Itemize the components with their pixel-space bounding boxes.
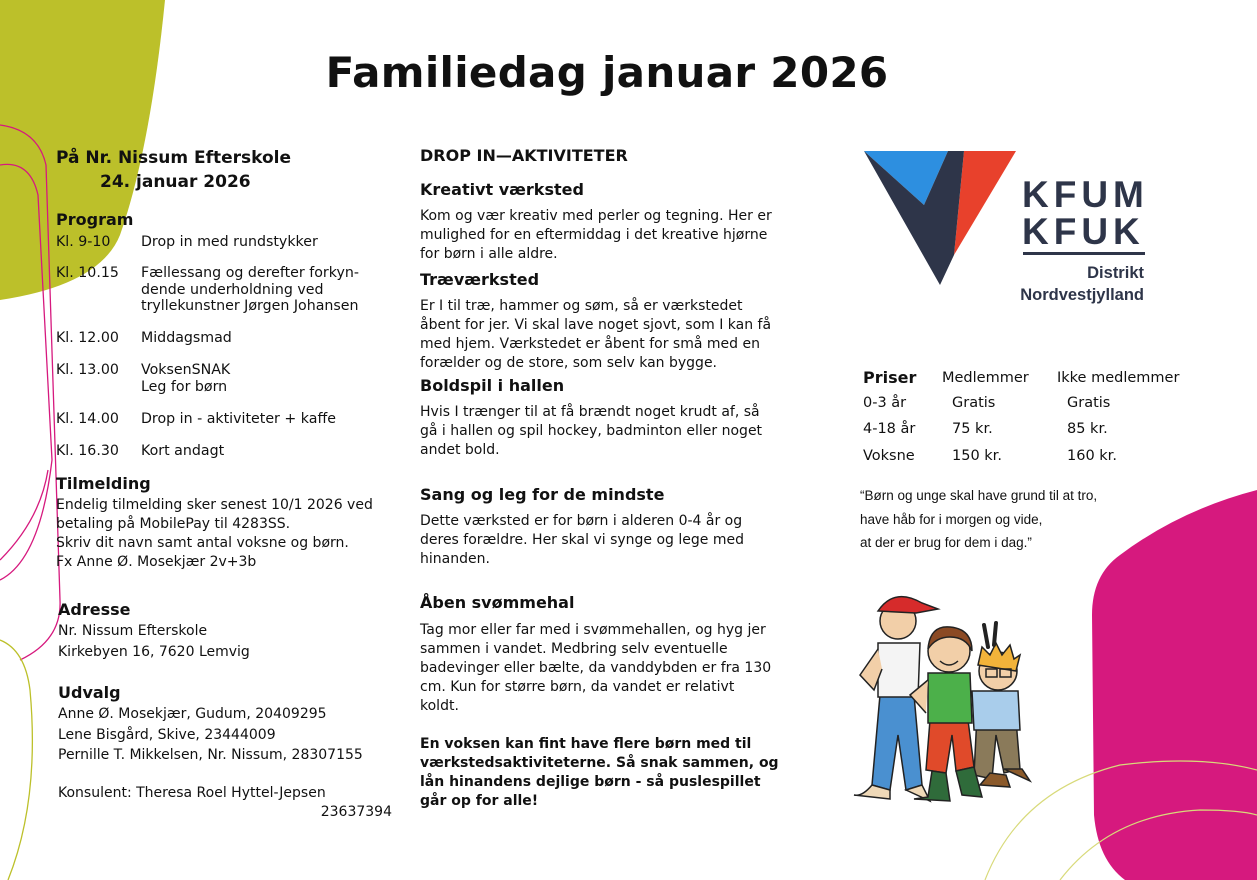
activity-line: forælder og de store, som selv kan bygge. — [420, 355, 718, 371]
activity-line: mulighed for en eftermiddag i det kreative hjørne — [420, 227, 768, 243]
activity-title: Boldspil i hallen — [420, 376, 565, 395]
price-nonmember: 85 kr. — [1067, 421, 1108, 437]
kids-illustration — [850, 585, 1050, 810]
activity-line: gå i hallen og spil hockey, badminton eller noget — [420, 423, 763, 439]
activity-line: med hjem. Værkstedet er åbent for små med en — [420, 336, 760, 352]
activity-line: åbent for jer. Vi skal lave noget sjovt, som I kan få — [420, 317, 772, 333]
activity-text — [420, 512, 810, 569]
activity-line: cm. Kun for større børn, da vandet er relativt — [420, 679, 735, 695]
kid-right — [972, 623, 1030, 787]
activity-text — [420, 297, 810, 373]
program-desc: Middagsmad — [141, 330, 232, 346]
tilmelding-line: betaling på MobilePay til 4283SS. — [56, 516, 291, 532]
closing-line: En voksen kan fint have flere børn med til — [420, 736, 752, 752]
closing-line: værkstedsaktiviteterne. Så snak sammen, og — [420, 755, 779, 771]
logo-region: Nordvestjylland — [1020, 286, 1144, 304]
program-desc — [141, 362, 401, 395]
closing-line: lån hinandens dejlige børn - så puslespillet — [420, 774, 761, 790]
price-age: Voksne — [863, 448, 915, 464]
tilmelding-line: Fx Anne Ø. Mosekjær 2v+3b — [56, 554, 257, 570]
activity-line: koldt. — [420, 698, 459, 714]
price-member: Gratis — [952, 395, 996, 411]
price-age: 4-18 år — [863, 421, 916, 437]
program-time: Kl. 13.00 — [56, 362, 119, 378]
activity-title: Træværksted — [420, 270, 540, 289]
closing-line: går op for alle! — [420, 793, 539, 809]
quote-line: have håb for i morgen og vide, — [860, 511, 1043, 527]
price-nonmember: 160 kr. — [1067, 448, 1117, 464]
program-time: Kl. 10.15 — [56, 265, 119, 281]
program-desc: Drop in med rundstykker — [141, 234, 318, 250]
quote-line: at der er brug for dem i dag.” — [860, 535, 1032, 550]
venue-name: På Nr. Nissum Efterskole — [56, 148, 292, 168]
tilmelding-heading: Tilmelding — [56, 474, 151, 493]
activity-text — [420, 207, 810, 264]
activity-line: andet bold. — [420, 442, 500, 458]
activity-line: Tag mor eller far med i svømmehallen, og hyg jer — [420, 622, 766, 638]
price-member: 150 kr. — [952, 448, 1002, 464]
logo-red-triangle — [954, 151, 1016, 255]
program-desc-line: tryllekunstner Jørgen Johansen — [141, 298, 359, 314]
activity-line: Dette værksted er for børn i alderen 0-4 år og — [420, 513, 743, 529]
activity-line: badevinger eller bælte, da vanddybden er fra 130 — [420, 660, 772, 676]
adresse-heading: Adresse — [58, 600, 131, 619]
konsulent-info — [58, 784, 392, 822]
price-heading: Priser — [863, 368, 917, 387]
price-col-members: Medlemmer — [942, 370, 1029, 386]
udvalg-heading: Udvalg — [58, 683, 121, 702]
activity-title: Åben svømmehal — [420, 593, 575, 612]
program-heading: Program — [56, 210, 134, 229]
program-desc-line: dende underholdning ved — [141, 281, 324, 298]
udvalg-member: Lene Bisgård, Skive, 23444009 — [58, 726, 276, 743]
logo-kfum: KFUM — [1022, 174, 1149, 215]
program-desc: Drop in - aktiviteter + kaffe — [141, 411, 336, 427]
price-member: 75 kr. — [952, 421, 993, 437]
dropin-heading: DROP IN—AKTIVITETER — [420, 146, 628, 165]
konsulent-phone: 23637394 — [320, 804, 392, 820]
venue-info — [56, 146, 346, 194]
page-title: Familiedag januar 2026 — [325, 48, 889, 97]
closing-note — [420, 735, 810, 811]
adresse-line: Nr. Nissum Efterskole — [58, 623, 208, 639]
program-desc — [141, 265, 401, 315]
tilmelding-line: Skriv dit navn samt antal voksne og børn. — [56, 535, 349, 551]
activity-line: deres forældre. Her skal vi synge og lege med — [420, 532, 744, 548]
price-age: 0-3 år — [863, 395, 907, 411]
activity-text — [420, 403, 810, 460]
konsulent-name: Konsulent: Theresa Roel Hyttel-Jepsen — [58, 785, 326, 801]
quote-line: “Børn og unge skal have grund til at tro, — [860, 488, 1098, 503]
quote — [860, 484, 1160, 555]
program-time: Kl. 12.00 — [56, 330, 119, 346]
logo-distrikt: Distrikt — [1087, 264, 1144, 282]
activity-line: for børn i alle aldre. — [420, 246, 558, 262]
adresse-text — [58, 621, 250, 663]
activity-text — [420, 621, 810, 716]
program-time: Kl. 14.00 — [56, 411, 119, 427]
program-desc: Kort andagt — [141, 443, 225, 459]
program-desc-line: Fællessang og derefter forkyn- — [141, 265, 359, 281]
activity-line: Er I til træ, hammer og søm, så er værkstedet — [420, 298, 743, 314]
program-time: Kl. 16.30 — [56, 443, 119, 459]
program-desc-line: VoksenSNAK — [141, 362, 231, 378]
activity-line: Kom og vær kreativ med perler og tegning. Her er — [420, 208, 772, 224]
program-desc-line: Leg for børn — [141, 378, 228, 395]
activity-line: Hvis I trænger til at få brændt noget krudt af, så — [420, 404, 760, 420]
udvalg-member: Anne Ø. Mosekjær, Gudum, 20409295 — [58, 706, 327, 722]
activity-title: Kreativt værksted — [420, 180, 584, 199]
price-nonmember: Gratis — [1067, 395, 1111, 411]
udvalg-member: Pernille T. Mikkelsen, Nr. Nissum, 28307155 — [58, 747, 363, 763]
event-date: 24. januar 2026 — [100, 172, 251, 192]
udvalg-text — [58, 704, 363, 766]
tilmelding-text — [56, 496, 406, 572]
logo-divider — [1023, 252, 1145, 255]
kfum-kfuk-logo — [860, 145, 1160, 310]
adresse-line: Kirkebyen 16, 7620 Lemvig — [58, 644, 250, 660]
activity-title: Sang og leg for de mindste — [420, 485, 665, 504]
logo-kfuk: KFUK — [1022, 211, 1145, 252]
program-time: Kl. 9-10 — [56, 234, 111, 250]
activity-line: hinanden. — [420, 551, 490, 567]
tilmelding-line: Endelig tilmelding sker senest 10/1 2026 ved — [56, 497, 373, 513]
price-col-nonmembers: Ikke medlemmer — [1057, 370, 1180, 386]
activity-line: sammen i vandet. Medbring selv eventuelle — [420, 641, 728, 657]
